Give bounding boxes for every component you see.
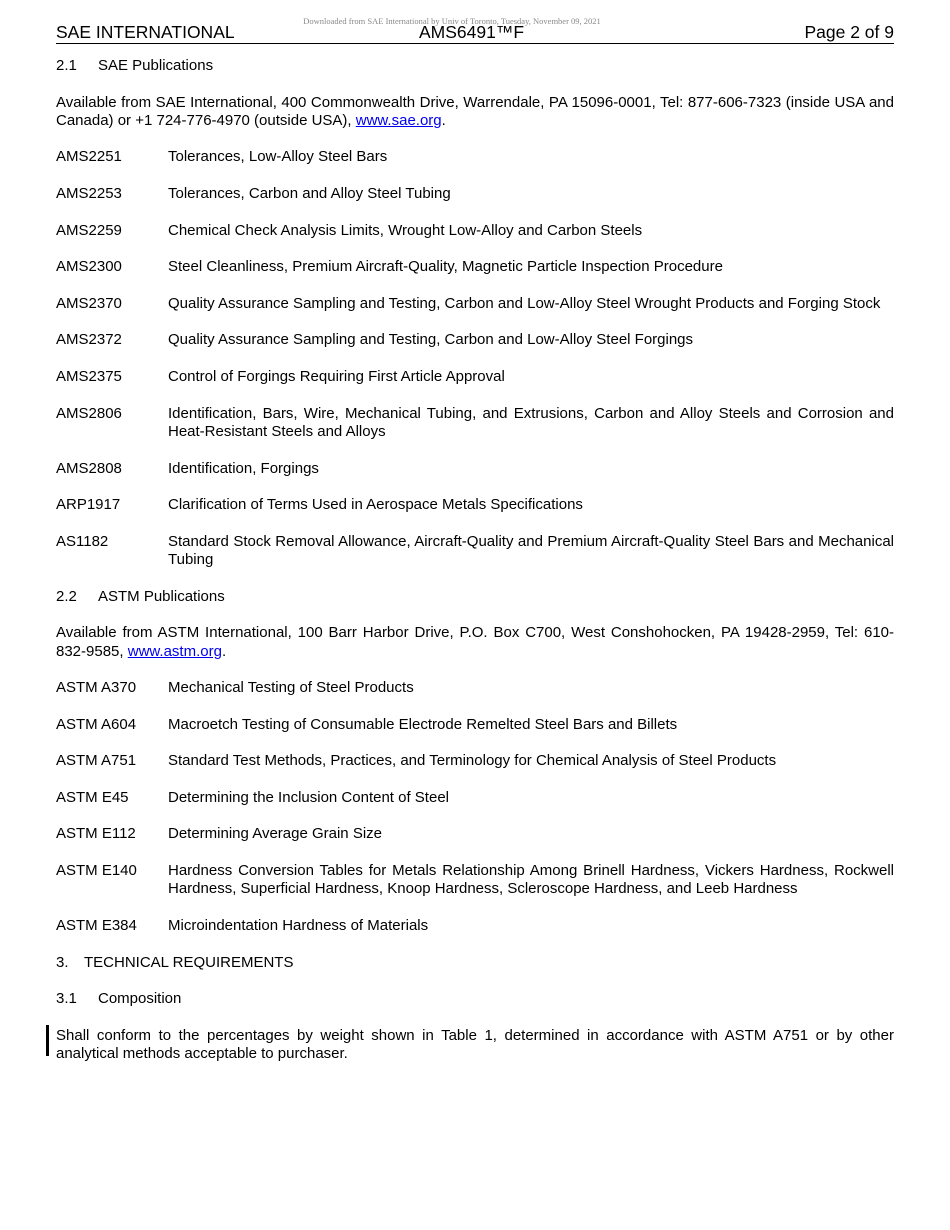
section-heading-composition xyxy=(56,990,894,1008)
section-number: 2.2 xyxy=(56,587,77,605)
reference-item xyxy=(56,405,894,442)
reference-code: AMS2259 xyxy=(56,221,122,239)
header-page-number: Page 2 of 9 xyxy=(804,22,894,42)
reference-item xyxy=(56,533,894,570)
section-number: 3. xyxy=(56,953,69,971)
reference-code: ASTM E384 xyxy=(56,916,137,934)
period: . xyxy=(221,642,227,660)
reference-item xyxy=(56,716,894,734)
reference-item xyxy=(56,368,894,386)
reference-code: ASTM A604 xyxy=(56,715,137,733)
reference-code: AMS2370 xyxy=(56,294,122,312)
reference-item xyxy=(56,185,894,203)
reference-item xyxy=(56,295,894,313)
reference-code: AMS2372 xyxy=(56,331,122,349)
reference-title: Determining the Inclusion Content of Steel xyxy=(168,788,449,806)
reference-title: Microindentation Hardness of Materials xyxy=(168,916,429,934)
astm-availability-paragraph xyxy=(56,624,894,661)
availability-text: Available from SAE International, 400 Commonwealth Drive, Warrendale, PA 15096-0001, Tel: 877-606-7323 (inside USA and Canada) or +1 724-776-4970 (outside USA), xyxy=(56,93,894,129)
section-number: 2.1 xyxy=(56,57,77,74)
reference-title: Steel Cleanliness, Premium Aircraft-Quality, Magnetic Particle Inspection Procedure xyxy=(168,258,723,276)
revision-change-bar xyxy=(46,1025,49,1056)
reference-code: AMS2375 xyxy=(56,368,122,386)
reference-code: AS1182 xyxy=(56,532,109,550)
reference-code: AMS2300 xyxy=(56,258,122,276)
reference-item xyxy=(56,917,894,935)
section-number: 3.1 xyxy=(56,990,77,1008)
reference-title: Control of Forgings Requiring First Article Approval xyxy=(168,368,505,386)
reference-title: Quality Assurance Sampling and Testing, Carbon and Low-Alloy Steel Wrought Products and Forging Stock xyxy=(168,294,881,312)
reference-item xyxy=(56,679,894,697)
astm-website-link[interactable]: www.astm.org xyxy=(127,642,222,660)
reference-title: Chemical Check Analysis Limits, Wrought Low-Alloy and Carbon Steels xyxy=(168,221,643,239)
sae-website-link[interactable]: www.sae.org xyxy=(355,111,442,129)
document-body xyxy=(56,57,894,1082)
reference-title: Standard Test Methods, Practices, and Terminology for Chemical Analysis of Steel Products xyxy=(168,752,777,770)
header-org: SAE INTERNATIONAL xyxy=(56,22,235,42)
reference-code: AMS2806 xyxy=(56,404,122,422)
period: . xyxy=(441,111,446,129)
reference-title: Standard Stock Removal Allowance, Aircraft-Quality and Premium Aircraft-Quality Steel Bars and Mechanical Tubing xyxy=(168,532,894,569)
page-header xyxy=(56,22,894,44)
reference-title: Determining Average Grain Size xyxy=(168,825,382,843)
reference-title: Tolerances, Carbon and Alloy Steel Tubing xyxy=(168,185,451,203)
section-heading-sae xyxy=(56,57,894,75)
reference-title: Macroetch Testing of Consumable Electrode Remelted Steel Bars and Billets xyxy=(168,715,678,733)
reference-item xyxy=(56,825,894,843)
reference-code: AMS2808 xyxy=(56,459,122,477)
reference-item xyxy=(56,862,894,899)
download-watermark: Downloaded from SAE International by Univ of Toronto, Tuesday, November 09, 2021 xyxy=(303,16,601,26)
reference-title: Tolerances, Low-Alloy Steel Bars xyxy=(168,148,388,166)
reference-code: ASTM A751 xyxy=(56,752,137,770)
reference-title: Identification, Forgings xyxy=(168,459,319,477)
astm-reference-list xyxy=(56,679,894,935)
section-heading-astm xyxy=(56,588,894,606)
reference-item xyxy=(56,752,894,770)
reference-code: ASTM E112 xyxy=(56,825,136,843)
section-title: Composition xyxy=(98,990,182,1008)
reference-item xyxy=(56,789,894,807)
section-title: SAE Publications xyxy=(98,57,214,74)
reference-title: Quality Assurance Sampling and Testing, Carbon and Low-Alloy Steel Forgings xyxy=(168,331,694,349)
reference-item xyxy=(56,258,894,276)
section-title: TECHNICAL REQUIREMENTS xyxy=(84,953,294,971)
reference-code: AMS2253 xyxy=(56,185,122,203)
availability-text: Available from ASTM International, 100 Barr Harbor Drive, P.O. Box C700, West Conshohocken, PA 19428-2959, Tel: 610-832-9585, xyxy=(56,624,894,660)
reference-item xyxy=(56,148,894,166)
reference-code: ASTM E140 xyxy=(56,862,137,880)
reference-title: Mechanical Testing of Steel Products xyxy=(168,679,414,697)
section-title: ASTM Publications xyxy=(98,587,225,605)
reference-title: Identification, Bars, Wire, Mechanical Tubing, and Extrusions, Carbon and Alloy Steels and Corrosion and Heat-Resistant Steels and Alloys xyxy=(168,404,894,440)
reference-item xyxy=(56,460,894,478)
reference-code: ASTM A370 xyxy=(56,679,137,697)
reference-item xyxy=(56,222,894,240)
reference-code: AMS2251 xyxy=(56,148,122,166)
sae-availability-paragraph xyxy=(56,94,894,131)
composition-paragraph: Shall conform to the percentages by weight shown in Table 1, determined in accordance with ASTM A751 or by other analytical methods acceptable to purchaser. xyxy=(56,1026,894,1063)
sae-reference-list xyxy=(56,148,894,569)
reference-code: ARP1917 xyxy=(56,496,121,514)
header-doc-number: AMS6491™F xyxy=(419,22,525,42)
reference-item xyxy=(56,331,894,349)
reference-code: ASTM E45 xyxy=(56,788,129,806)
section-heading-technical xyxy=(56,954,894,972)
reference-item xyxy=(56,496,894,514)
reference-title: Hardness Conversion Tables for Metals Relationship Among Brinell Hardness, Vickers Hardness, Rockwell Hardness, Superficial Hardness, Knoop Hardness, Scleroscope Hardness, and Leeb Hardness xyxy=(168,862,894,898)
reference-title: Clarification of Terms Used in Aerospace Metals Specifications xyxy=(168,496,583,514)
